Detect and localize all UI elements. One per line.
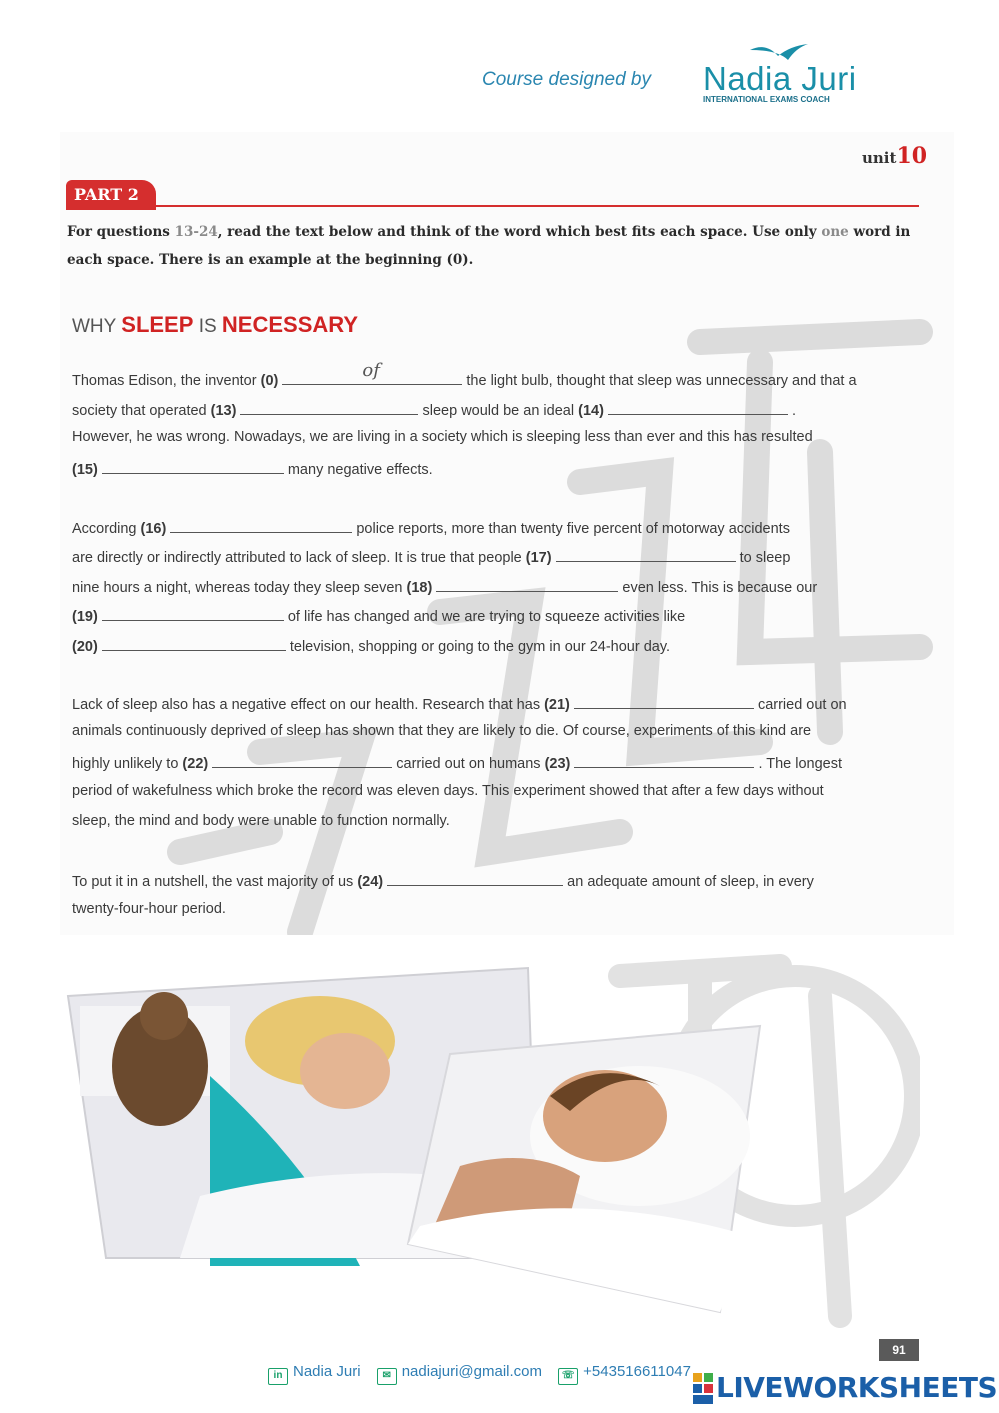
brand-name: Nadia Juri (703, 60, 857, 97)
man-sleeping-photo (408, 1026, 760, 1312)
brand-logo (700, 42, 870, 106)
text-line: sleep, the mind and body were unable to function normally. (72, 813, 450, 829)
answer-gap-24[interactable] (387, 871, 563, 886)
text-line: According (16) police reports, more than twenty five percent of motorway accidents (72, 518, 790, 537)
text-line: are directly or indirectly attributed to lack of sleep. It is true that people (17) to sleep (72, 547, 790, 566)
answer-gap-0 (282, 360, 462, 385)
text-line: However, he was wrong. Nowadays, we are living in a society which is sleeping less than ever and this has resulted (72, 429, 813, 445)
unit-number: 10 (896, 143, 928, 169)
answer-gap-23[interactable] (574, 753, 754, 768)
answer-gap-20[interactable] (102, 636, 286, 651)
mail-icon: ✉ (377, 1368, 397, 1385)
footer-contacts (268, 1363, 703, 1385)
course-credit: Course designed by (482, 69, 651, 90)
text-line: animals continuously deprived of sleep has shown that they are likely to die. Of course, experiments of this kind are (72, 723, 812, 739)
photos-illustration (60, 936, 920, 1362)
text-line: twenty-four-hour period. (72, 901, 226, 917)
text-line: (15) many negative effects. (72, 459, 433, 478)
answer-gap-21[interactable] (574, 694, 754, 709)
text-line: society that operated (13) sleep would be an ideal (14) . (72, 400, 796, 419)
text-line: (20) television, shopping or going to the gym in our 24-hour day. (72, 636, 670, 655)
text-line: highly unlikely to (22) carried out on humans (23) . The longest (72, 753, 842, 772)
text-line: period of wakefulness which broke the record was eleven days. This experiment showed that after a few days without (72, 783, 824, 799)
text-line: Lack of sleep also has a negative effect on our health. Research that has (21) carried out on (72, 694, 847, 713)
liveworksheets-text: LIVEWORKSHEETS (716, 1371, 998, 1404)
unit-label: unit10 (862, 143, 928, 169)
page-number: 91 (879, 1339, 919, 1361)
part-tag: PART 2 (66, 180, 156, 210)
text-line: Thomas Edison, the inventor (0) of the light bulb, thought that sleep was unnecessary and that a (72, 360, 857, 389)
footer-email[interactable]: nadiajuri@gmail.com (401, 1363, 542, 1380)
example-answer: of (362, 360, 380, 381)
answer-gap-22[interactable] (212, 753, 392, 768)
linkedin-icon: in (268, 1368, 288, 1385)
footer-phone: +543516611047 (583, 1363, 691, 1380)
answer-gap-13[interactable] (240, 400, 418, 415)
brand-subtitle: INTERNATIONAL EXAMS COACH (703, 95, 830, 104)
part-divider (66, 205, 919, 207)
text-line: (19) of life has changed and we are trying to squeeze activities like (72, 606, 685, 625)
liveworksheets-icon (692, 1371, 714, 1405)
footer-name: Nadia Juri (293, 1363, 361, 1380)
answer-gap-15[interactable] (102, 459, 284, 474)
answer-gap-19[interactable] (102, 606, 284, 621)
answer-gap-14[interactable] (608, 400, 788, 415)
text-line: To put it in a nutshell, the vast majority of us (24) an adequate amount of sleep, in every (72, 871, 814, 890)
liveworksheets-logo[interactable] (692, 1371, 998, 1407)
woman-face (300, 1033, 390, 1109)
whatsapp-icon: ☏ (558, 1368, 578, 1385)
instructions: For questions 13-24, read the text below and think of the word which best fits each space. Use only one word in each space. There is an example at the beginning (0). (67, 224, 911, 268)
text-title: WHY SLEEP IS NECESSARY (72, 312, 359, 337)
text-line: nine hours a night, whereas today they sleep seven (18) even less. This is because our (72, 577, 817, 596)
answer-gap-17[interactable] (556, 547, 736, 562)
answer-gap-16[interactable] (170, 518, 352, 533)
answer-gap-18[interactable] (436, 577, 618, 592)
photo-area (60, 936, 920, 1362)
